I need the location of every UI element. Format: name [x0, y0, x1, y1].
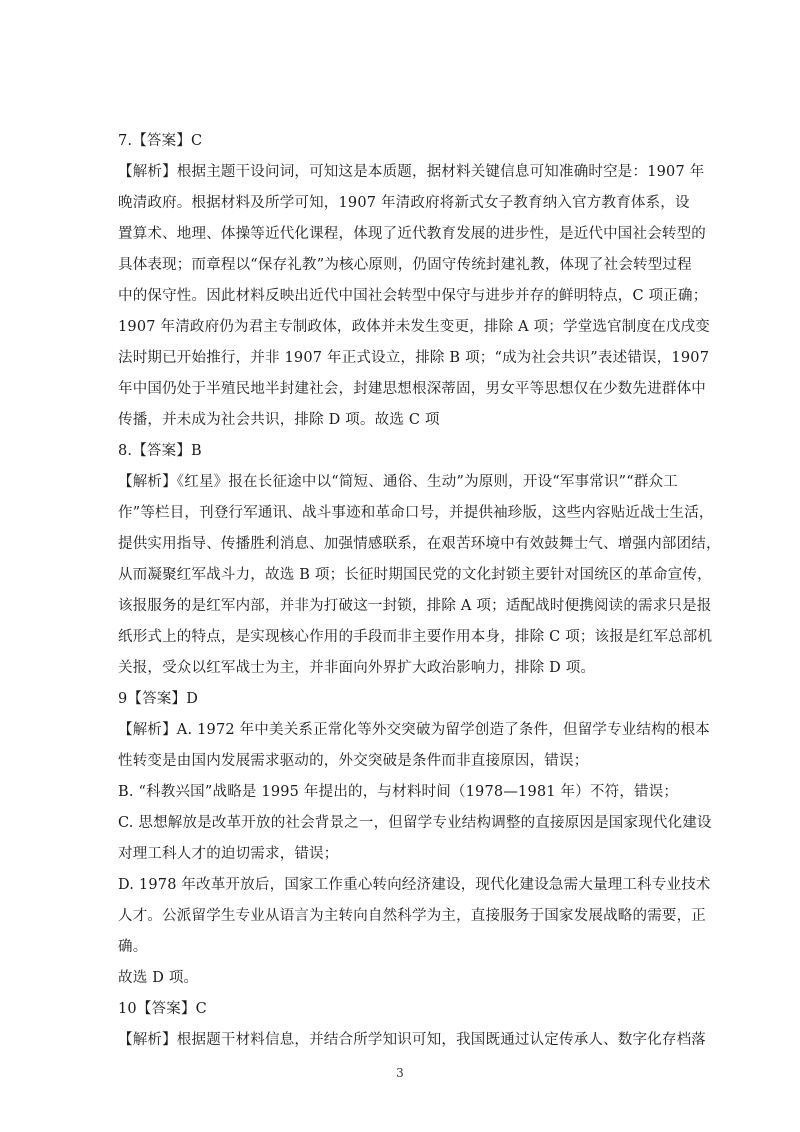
- q9-option-c-line: C. 思想解放是改革开放的社会背景之一，但留学专业结构调整的直接原因是国家现代化建设: [118, 815, 712, 831]
- q7-analysis-line: 1907 年清政府仍为君主专制政体，政体并未发生变更，排除 A 项；学堂选官制度在戊戌变: [118, 319, 710, 335]
- q8-analysis-line: 从而凝聚红军战斗力，故选 B 项；长征时期国民党的文化封锁主要针对国统区的革命宣传，: [118, 567, 712, 583]
- q9-option-c-line: 对理工科人才的迫切需求，错误；: [118, 846, 339, 862]
- q7-analysis-line: 传播，并未成为社会共识，排除 D 项。故选 C 项: [118, 412, 440, 428]
- q7-analysis-line: 晚清政府。根据材料及所学可知，1907 年清政府将新式女子教育纳入官方教育体系，设: [118, 195, 690, 211]
- q7-analysis-line: 中的保守性。因此材料反映出近代中国社会转型中保守与进步并存的鲜明特点，C 项正确；: [118, 288, 708, 304]
- q9-option-b-line: B. “科教兴国”战略是 1995 年提出的，与材料时间（1978—1981 年）不符，错误；: [118, 784, 679, 800]
- q8-analysis-line: 作”等栏目，刊登行军通讯、战斗事迹和革命口号，并提供袖珍版，这些内容贴近战士生活，: [118, 505, 714, 521]
- q8-analysis-line: 【解析】《红星》报在长征途中以“简短、通俗、生动”为原则，开设“军事常识”“群众工: [118, 474, 679, 490]
- q9-analysis-line: 性转变是由国内发展需求驱动的，外交突破是条件而非直接原因，错误；: [118, 753, 589, 769]
- q7-analysis-line: 具体表现；而章程以“保存礼教”为核心原则，仍固守传统封建礼教，体现了社会转型过程: [118, 257, 692, 273]
- q9-answer-heading: 9【答案】D: [118, 691, 199, 707]
- q8-answer-heading: 8.【答案】B: [118, 443, 202, 459]
- q8-analysis-line: 纸形式上的特点，是实现核心作用的手段而非主要作用本身，排除 C 项；该报是红军总部机: [118, 629, 713, 645]
- q9-option-d-line: 人才。公派留学生专业从语言为主转向自然科学为主，直接服务于国家发展战略的需要，正: [118, 908, 706, 924]
- q9-analysis-line: 【解析】A. 1972 年中美关系正常化等外交突破为留学创造了条件，但留学专业结构的根本: [118, 722, 710, 738]
- q7-analysis-line: 法时期已开始推行，并非 1907 年正式设立，排除 B 项；“成为社会共识”表述错误，1907: [118, 350, 710, 366]
- q7-analysis-line: 年中国仍处于半殖民地半封建社会，封建思想根深蒂固，男女平等思想仅在少数先进群体中: [118, 381, 706, 397]
- q8-analysis-line: 该报服务的是红军内部，并非为打破这一封锁，排除 A 项；适配战时便携阅读的需求只是报: [118, 598, 712, 614]
- q7-answer-heading: 7.【答案】C: [118, 133, 203, 149]
- q9-option-d-line: D. 1978 年改革开放后，国家工作重心转向经济建设，现代化建设急需大量理工科专业技术: [118, 877, 711, 893]
- q8-analysis-line: 提供实用指导、传播胜利消息、加强情感联系，在艰苦环境中有效鼓舞士气、增强内部团结，: [118, 536, 721, 552]
- q10-answer-heading: 10【答案】C: [118, 1001, 207, 1017]
- page-number: 3: [396, 1066, 404, 1080]
- q9-option-d-line: 确。: [118, 939, 148, 955]
- q8-analysis-line: 关报，受众以红军战士为主，并非面向外界扩大政治影响力，排除 D 项。: [118, 660, 596, 676]
- q10-analysis-line: 【解析】根据题干材料信息，并结合所学知识可知，我国既通过认定传承人、数字化存档落: [118, 1032, 706, 1048]
- q9-conclusion: 故选 D 项。: [118, 970, 199, 986]
- q7-analysis-line: 置算术、地理、体操等近代化课程，体现了近代教育发展的进步性，是近代中国社会转型的: [118, 226, 706, 242]
- q7-analysis-line: 【解析】根据主题干设问词，可知这是本质题，据材料关键信息可知准确时空是：1907 年: [118, 164, 705, 180]
